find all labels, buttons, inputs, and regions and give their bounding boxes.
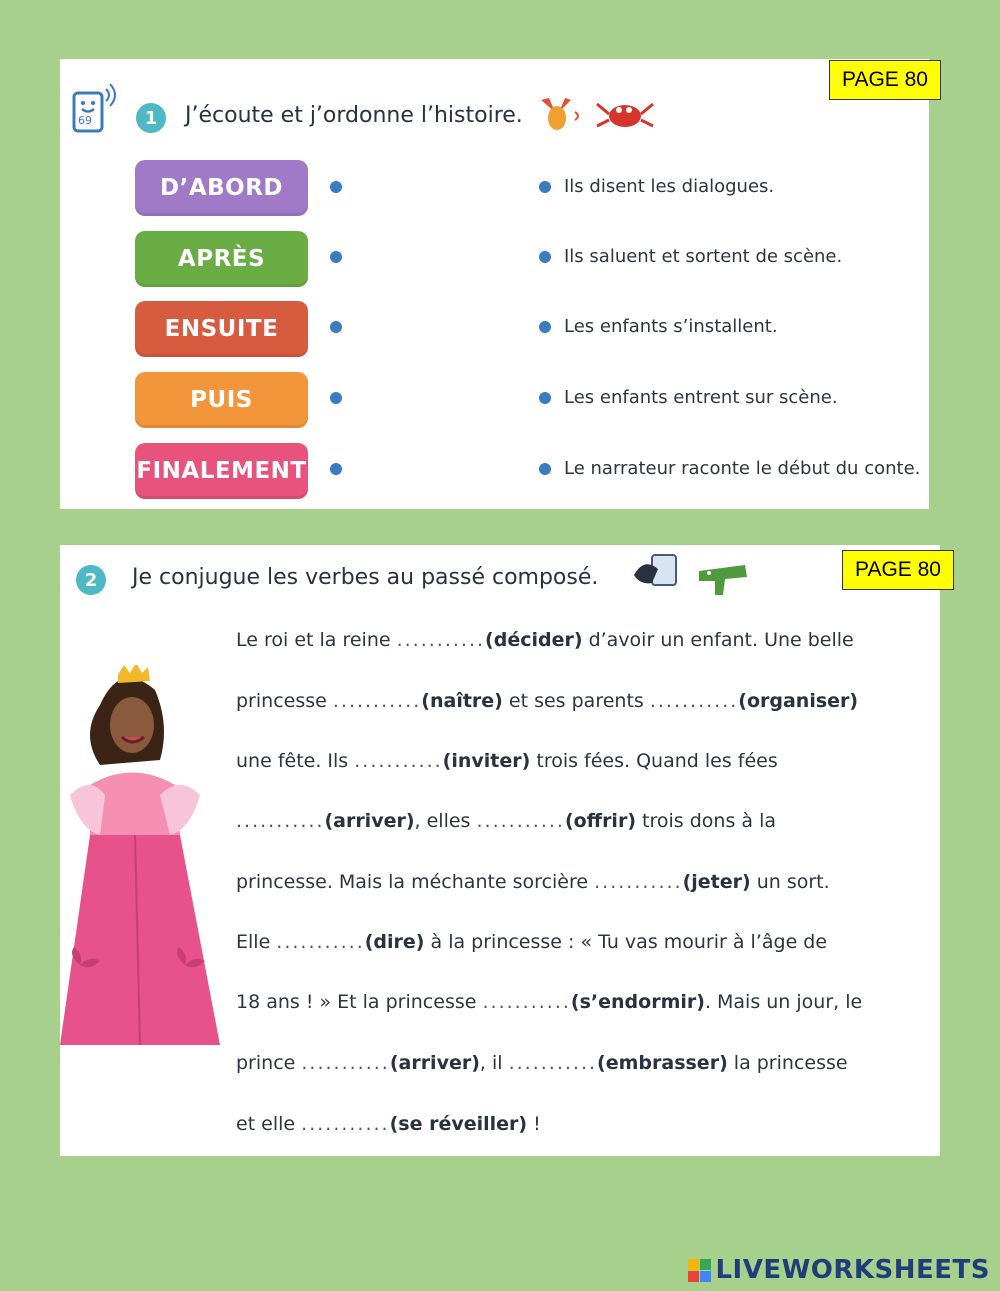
sentence-3: Les enfants s’installent.: [564, 316, 778, 337]
exercise-number: 2: [76, 565, 106, 595]
exercise-2-panel: [60, 545, 940, 1156]
sentence-4: Les enfants entrent sur scène.: [564, 387, 838, 408]
page-badge: PAGE 80: [829, 60, 941, 100]
match-dot-right[interactable]: [539, 321, 551, 333]
page-badge: PAGE 80: [842, 550, 954, 590]
match-dot-right[interactable]: [539, 463, 551, 475]
bird-icon: [535, 94, 585, 134]
verb-hint: (organiser): [738, 690, 859, 712]
text-line-3: une fête. Ils ...........(inviter) trois fées. Quand les fées: [236, 750, 778, 772]
verb-hint: (arriver): [324, 810, 415, 832]
verb-hint: (s’endormir): [570, 991, 705, 1013]
exercise-number: 1: [136, 103, 166, 133]
text-line-5: princesse. Mais la méchante sorcière ...........(jeter) un sort.: [236, 871, 830, 893]
princess-illustration: [60, 665, 225, 1045]
exercise-title: Je conjugue les verbes au passé composé.: [132, 565, 599, 590]
step-button-puis[interactable]: PUIS: [135, 372, 308, 428]
verb-hint: (offrir): [564, 810, 637, 832]
crab-icon: [593, 94, 658, 134]
step-button-apres[interactable]: APRÈS: [135, 231, 308, 287]
audio-track-number: 69: [78, 114, 92, 127]
pencil-notebook-icon: [630, 551, 692, 591]
match-dot-right[interactable]: [539, 392, 551, 404]
blank-input[interactable]: ...........: [508, 1052, 598, 1074]
blank-input[interactable]: ...........: [301, 1052, 390, 1074]
blank-input[interactable]: ...........: [332, 690, 422, 712]
verb-hint: (se réveiller): [389, 1113, 528, 1135]
verb-hint: (inviter): [442, 750, 531, 772]
exercise-title: J’écoute et j’ordonne l’histoire.: [185, 103, 523, 128]
brand-name: LIVEWORKSHEETS: [715, 1255, 990, 1285]
blank-input[interactable]: ...........: [594, 871, 683, 893]
verb-hint: (jeter): [682, 871, 751, 893]
match-dot-left[interactable]: [330, 251, 342, 263]
text-line-4: ...........(arriver), elles ...........(offrir) trois dons à la: [236, 810, 777, 832]
step-button-dabord[interactable]: D’ABORD: [135, 160, 308, 216]
text-line-8: prince ...........(arriver), il ...........(embrasser) la princesse: [236, 1052, 848, 1074]
text-line-6: Elle ...........(dire) à la princesse : « Tu vas mourir à l’âge de: [236, 931, 828, 953]
match-dot-left[interactable]: [330, 181, 342, 193]
match-dot-right[interactable]: [539, 181, 551, 193]
verb-hint: (décider): [485, 629, 583, 651]
match-dot-left[interactable]: [330, 392, 342, 404]
blank-input[interactable]: ...........: [236, 810, 325, 832]
crocodile-icon: [695, 555, 751, 599]
exercise-1-panel: [60, 59, 929, 509]
verb-hint: (embrasser): [597, 1052, 728, 1074]
blank-input[interactable]: ...........: [354, 750, 443, 772]
text-line-9: et elle ...........(se réveiller) !: [236, 1113, 541, 1135]
text-line-1: Le roi et la reine ...........(décider) d’avoir un enfant. Une belle: [236, 629, 854, 651]
blank-input[interactable]: ...........: [476, 810, 565, 832]
sentence-5: Le narrateur raconte le début du conte.: [564, 458, 921, 479]
step-button-finalement[interactable]: FINALEMENT: [135, 443, 308, 499]
verb-hint: (arriver): [389, 1052, 480, 1074]
blank-input[interactable]: ...........: [301, 1113, 390, 1135]
text-line-7: 18 ans ! » Et la princesse ...........(s’endormir). Mais un jour, le: [236, 991, 863, 1013]
blank-input[interactable]: ...........: [396, 629, 486, 651]
verb-hint: (dire): [364, 931, 425, 953]
match-dot-right[interactable]: [539, 251, 551, 263]
liveworksheets-logo: [688, 1255, 990, 1285]
match-dot-left[interactable]: [330, 321, 342, 333]
logo-icon: [688, 1259, 711, 1282]
blank-input[interactable]: ...........: [649, 690, 739, 712]
step-button-ensuite[interactable]: ENSUITE: [135, 301, 308, 357]
sentence-2: Ils saluent et sortent de scène.: [564, 246, 843, 267]
blank-input[interactable]: ...........: [482, 991, 571, 1013]
sentence-1: Ils disent les dialogues.: [564, 176, 775, 197]
match-dot-left[interactable]: [330, 463, 342, 475]
text-line-2: princesse ...........(naître) et ses parents ...........(organiser): [236, 690, 859, 712]
blank-input[interactable]: ...........: [276, 931, 365, 953]
verb-hint: (naître): [421, 690, 503, 712]
